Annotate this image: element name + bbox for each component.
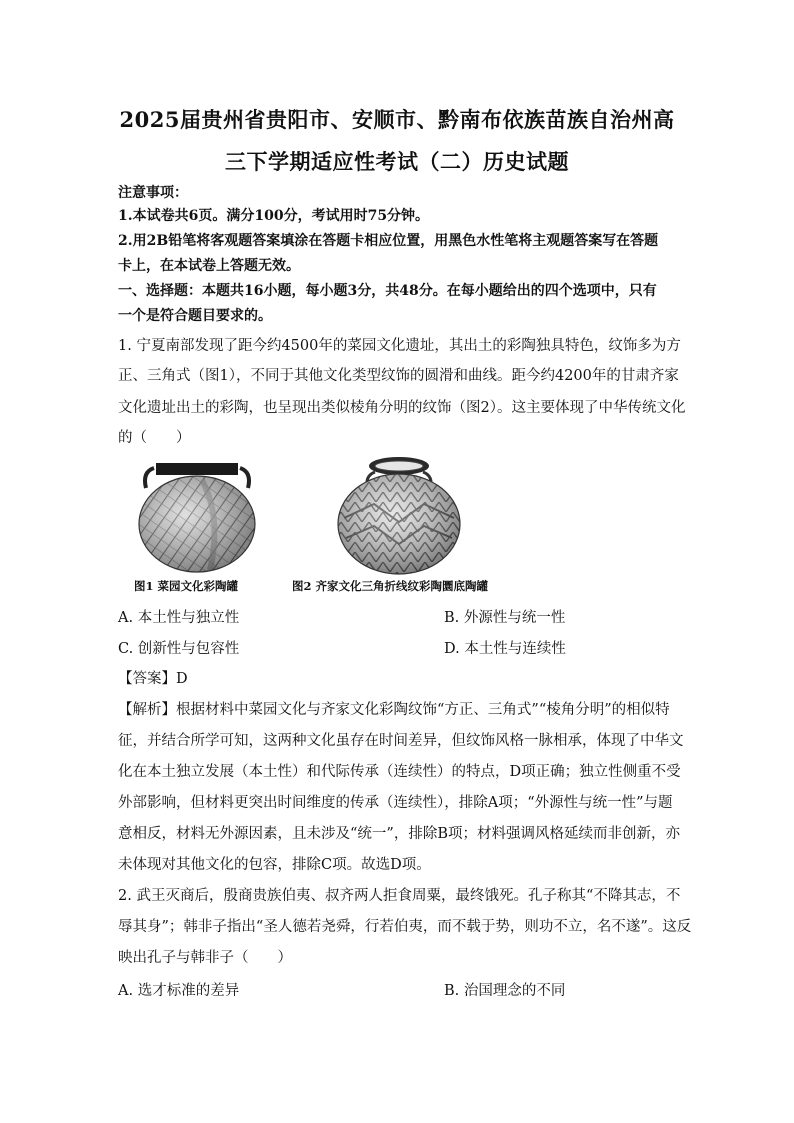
q2-option-a[interactable]: A. 选才标准的差异 [118, 983, 240, 999]
q1-option-d[interactable]: D. 本土性与连续性 [444, 641, 566, 657]
section-heading-a: 一、选择题：本题共16小题，每小题3分，共48分。在每小题给出的四个选项中，只有 [118, 283, 657, 299]
caiyuan-pottery-jar-image [132, 458, 262, 576]
figure-1-caption: 图1 菜园文化彩陶罐 [134, 579, 239, 593]
notice-item-1: 1.本试卷共6页。满分100分，考试用时75分钟。 [118, 208, 430, 224]
q2-stem-line-2: 辱其身”；韩非子指出“圣人德若尧舜，行若伯夷，而不载于势，则功不立，名不遂”。这反 [118, 919, 692, 935]
notice-item-2a: 2.用2B铅笔将客观题答案填涂在答题卡相应位置，用黑色水性笔将主观题答案写在答题 [118, 233, 659, 249]
q2-stem-line-1: 2. 武王灭商后，殷商贵族伯夷、叔齐两人拒食周粟，最终饿死。孔子称其“不降其志，不 [118, 888, 681, 904]
q1-analysis-line-5: 意相反，材料无外源因素，且未涉及“统一”，排除B项；材料强调风格延续而非创新，亦 [118, 826, 680, 842]
figure-2-caption: 图2 齐家文化三角折线纹彩陶圜底陶罐 [292, 579, 489, 593]
q1-option-b[interactable]: B. 外源性与统一性 [444, 610, 566, 626]
q2-stem-line-3: 映出孔子与韩非子（ ） [118, 950, 292, 966]
exam-title-line-2: 三下学期适应性考试（二）历史试题 [225, 149, 569, 174]
q1-answer: 【答案】D [118, 671, 188, 687]
notice-heading: 注意事项： [118, 185, 188, 201]
q2-option-b[interactable]: B. 治国理念的不同 [444, 983, 566, 999]
q1-stem-line-2: 正、三角式（图1），不同于其他文化类型纹饰的圆滑和曲线。距今约4200年的甘肃齐家 [118, 368, 679, 384]
q1-option-c[interactable]: C. 创新性与包容性 [118, 641, 240, 657]
section-heading-b: 一个是符合题目要求的。 [118, 308, 272, 324]
q1-stem-line-4: 的（ ） [118, 430, 191, 446]
q1-analysis-line-2: 征，并结合所学可知，这两种文化虽存在时间差异，但纹饰风格一脉相承，体现了中华文 [118, 733, 684, 749]
notice-item-2b: 卡上，在本试卷上答题无效。 [118, 258, 300, 274]
qijia-pottery-jar-image [334, 452, 464, 578]
q1-analysis-line-6: 未体现对其他文化的包容，排除C项。故选D项。 [118, 857, 431, 873]
q1-analysis-line-3: 化在本土独立发展（本土性）和代际传承（连续性）的特点，D项正确；独立性侧重不受 [118, 764, 681, 780]
q1-stem-line-1: 1. 宁夏南部发现了距今约4500年的菜园文化遗址，其出土的彩陶独具特色，纹饰多为方 [118, 338, 681, 354]
q1-stem-line-3: 文化遗址出土的彩陶，也呈现出类似棱角分明的纹饰（图2）。这主要体现了中华传统文化 [118, 400, 686, 416]
q1-option-a[interactable]: A. 本土性与独立性 [118, 610, 240, 626]
q1-analysis-line-4: 外部影响，但材料更突出时间维度的传承（连续性），排除A项；“外源性与统一性”与题 [118, 795, 673, 811]
exam-title-line-1: 2025届贵州省贵阳市、安顺市、黔南布依族苗族自治州高 [119, 107, 675, 132]
q1-analysis-line-1: 【解析】根据材料中菜园文化与齐家文化彩陶纹饰“方正、三角式”“棱角分明”的相似特 [118, 702, 670, 718]
